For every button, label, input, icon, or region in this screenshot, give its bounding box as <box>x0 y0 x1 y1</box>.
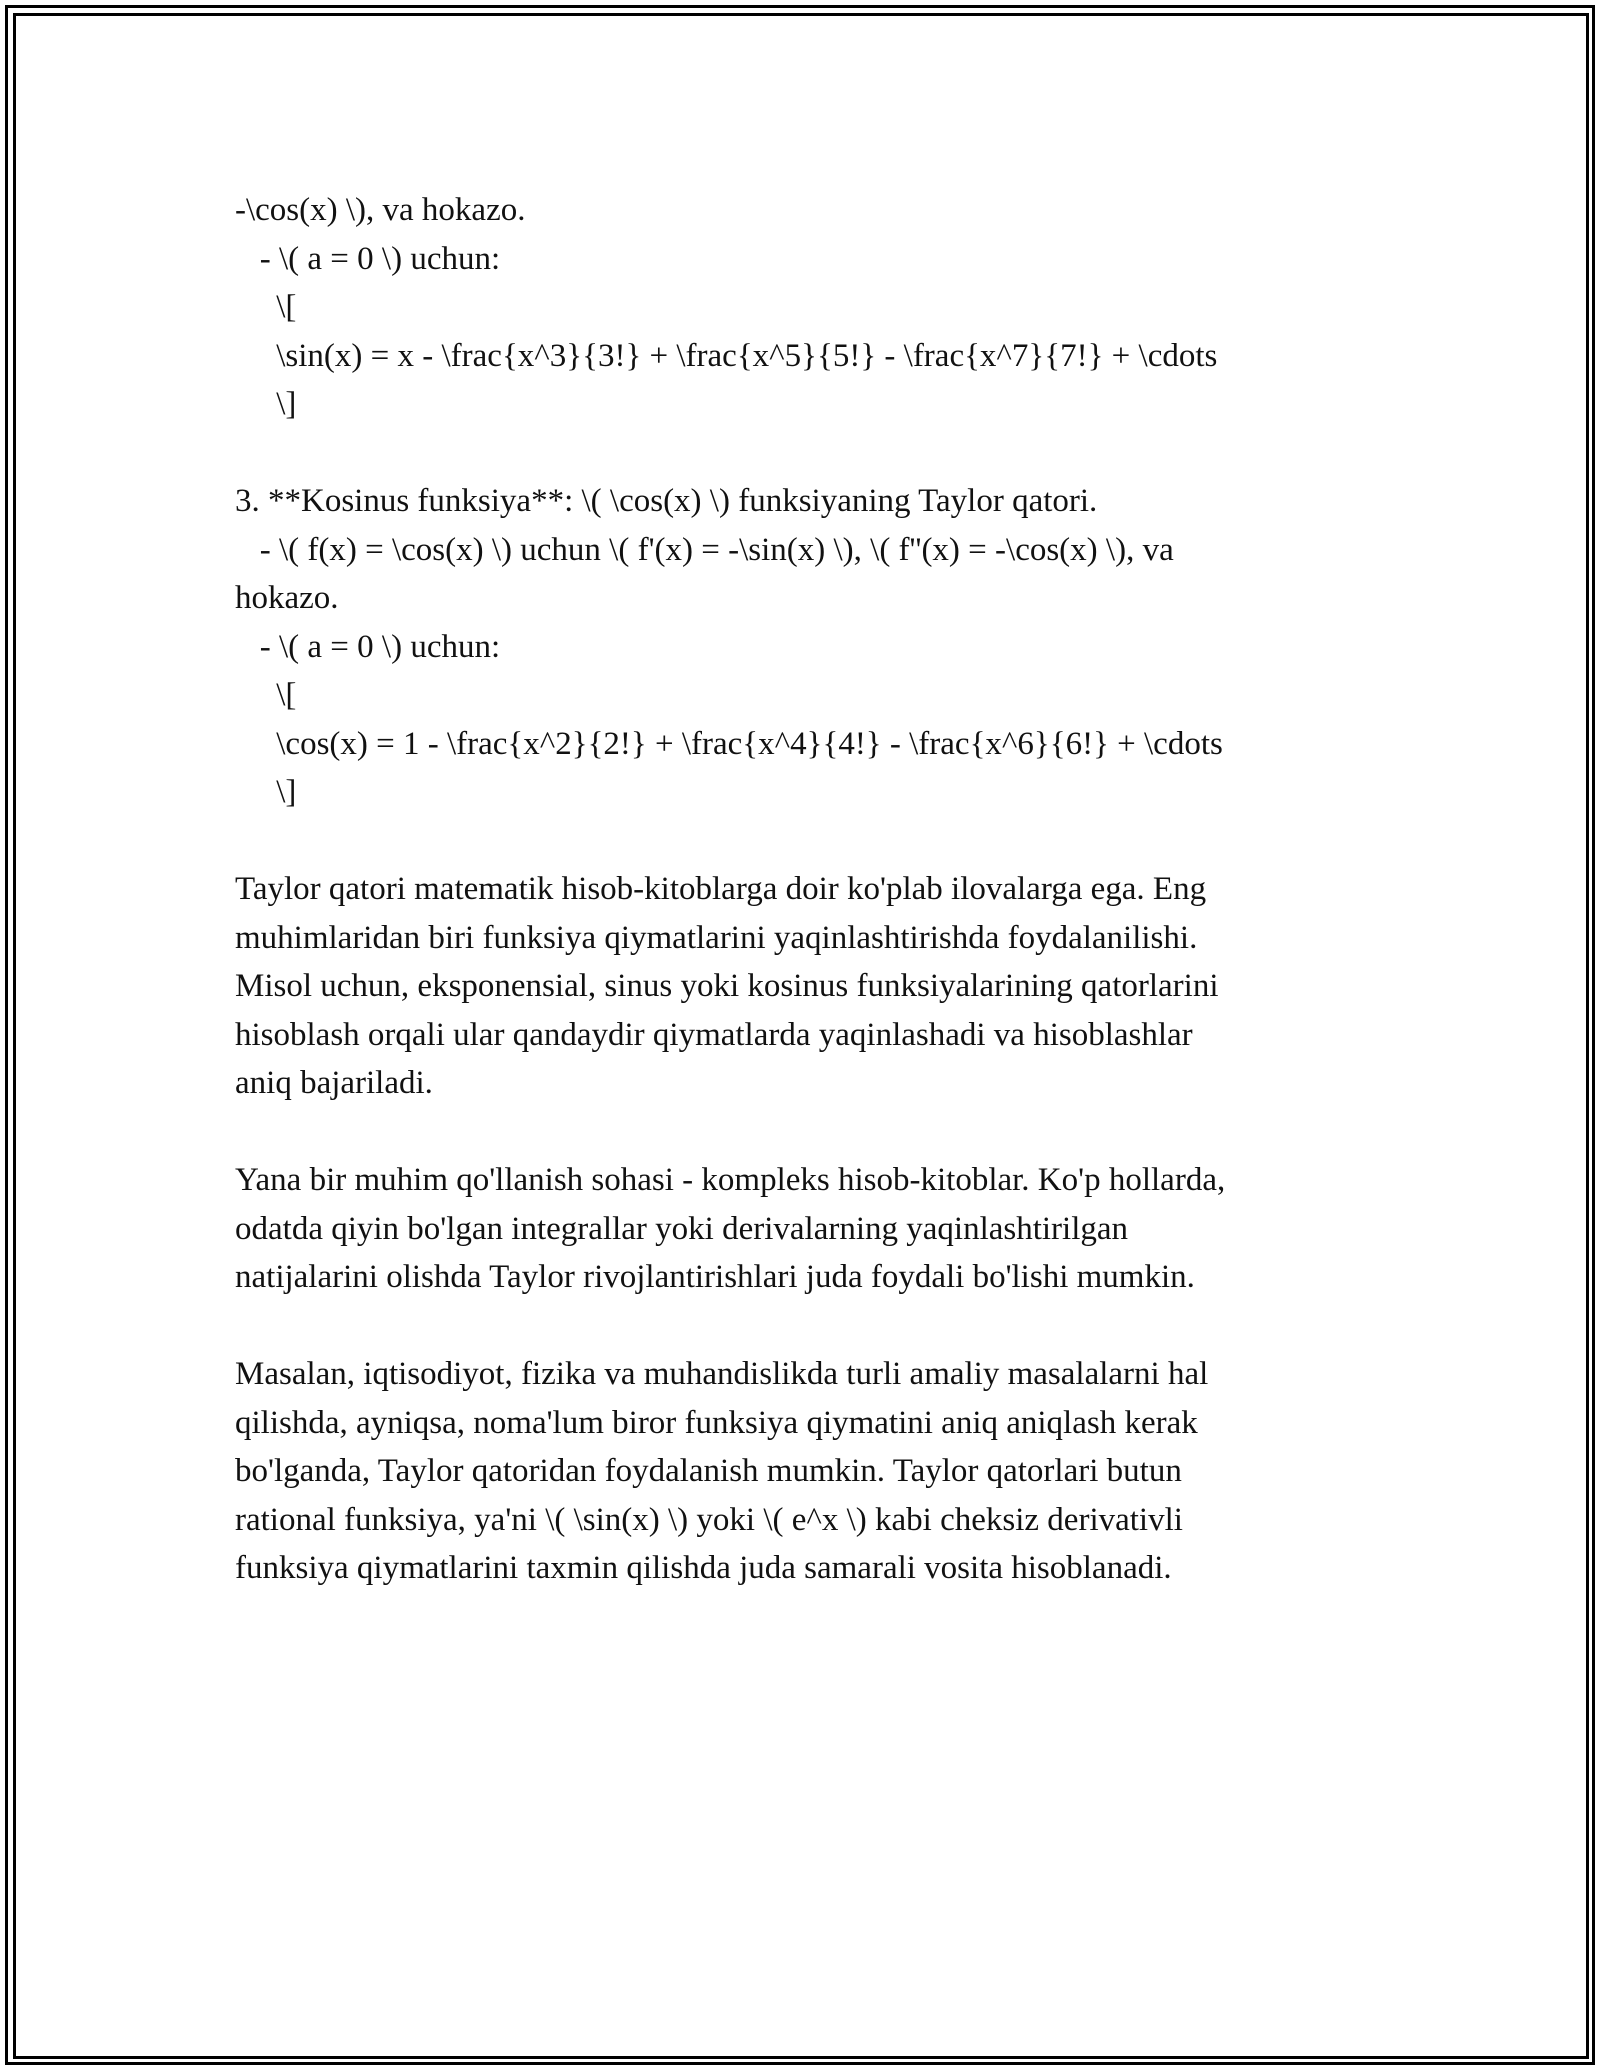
cosine-line-7: \] <box>235 774 297 810</box>
cosine-line-3: hokazo. <box>235 580 339 616</box>
paragraph-line: hisoblash orqali ular qandaydir qiymatlarda yaqinlashadi va hisoblashlar <box>235 1016 1193 1053</box>
paragraph-line: Misol uchun, eksponensial, sinus yoki kosinus funksiyalarining qatorlarini <box>235 968 1219 1004</box>
paragraph-line: Yana bir muhim qo'llanish sohasi - kompleks hisob-kitoblar. Ko'p hollarda, <box>235 1162 1226 1198</box>
spacer <box>235 1108 1365 1157</box>
paragraph-line: bo'lganda, Taylor qatoridan foydalanish mumkin. Taylor qatorlari butun <box>235 1453 1182 1489</box>
cosine-line-4: - \( a = 0 \) uchun: <box>235 628 501 665</box>
sine-line-2: - \( a = 0 \) uchun: <box>235 240 501 277</box>
sine-formula: \sin(x) = x - \frac{x^3}{3!} + \frac{x^5}{5!} - \frac{x^7}{7!} + \cdots <box>235 337 1218 374</box>
paragraph-line: Taylor qatori matematik hisob-kitoblarga doir ko'plab ilovalarga ega. Eng <box>235 871 1207 907</box>
cosine-line-5: \[ <box>235 677 297 713</box>
spacer <box>235 817 1365 866</box>
cosine-heading: 3. **Kosinus funksiya**: \( \cos(x) \) funksiyaning Taylor qatori. <box>235 483 1098 519</box>
paragraph-applications <box>235 865 1365 1108</box>
paragraph-line: natijalarini olishda Taylor rivojlantirishlari juda foydali bo'lishi mumkin. <box>235 1259 1195 1295</box>
sine-series-block <box>235 186 1365 429</box>
paragraph-line: funksiya qiymatlarini taxmin qilishda juda samarali vosita hisoblanadi. <box>235 1550 1172 1586</box>
paragraph-line: odatda qiyin bo'lgan integrallar yoki derivalarning yaqinlashtirilgan <box>235 1210 1129 1247</box>
cosine-line-2: - \( f(x) = \cos(x) \) uchun \( f'(x) = -\sin(x) \), \( f''(x) = -\cos(x) \), va <box>235 531 1174 568</box>
document-body <box>235 186 1365 1593</box>
paragraph-line: aniq bajariladi. <box>235 1065 433 1101</box>
paragraph-line: qilishda, ayniqsa, noma'lum biror funksiya qiymatini aniq aniqlash kerak <box>235 1404 1198 1441</box>
sine-line-1: -\cos(x) \), va hokazo. <box>235 192 526 228</box>
sine-line-5: \] <box>235 386 297 422</box>
paragraph-line: rational funksiya, ya'ni \( \sin(x) \) yoki \( e^x \) kabi cheksiz derivativli <box>235 1501 1183 1538</box>
paragraph-line: muhimlaridan biri funksiya qiymatlarini yaqinlashtirishda foydalanilishi. <box>235 919 1198 956</box>
paragraph-complex-calculations <box>235 1156 1365 1302</box>
paragraph-practical-uses <box>235 1350 1365 1593</box>
sine-line-3: \[ <box>235 289 297 325</box>
cosine-formula: \cos(x) = 1 - \frac{x^2}{2!} + \frac{x^4}{4!} - \frac{x^6}{6!} + \cdots <box>235 725 1223 762</box>
cosine-series-block <box>235 477 1365 817</box>
paragraph-line: Masalan, iqtisodiyot, fizika va muhandislikda turli amaliy masalalarni hal <box>235 1356 1209 1392</box>
spacer <box>235 429 1365 478</box>
spacer <box>235 1302 1365 1351</box>
